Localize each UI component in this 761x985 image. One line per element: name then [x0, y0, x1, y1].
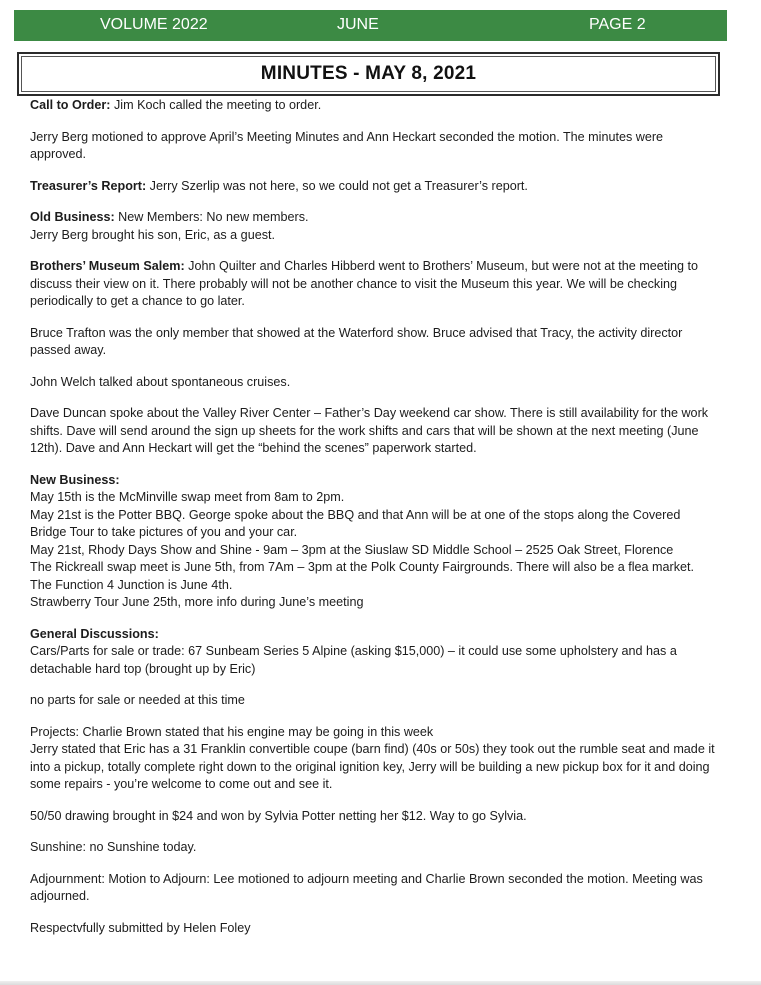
brothers-museum-text: John Quilter and Charles Hibberd went to Brothers’ Museum, but were not at the meeting to discuss their view on it. There probably will not be another chance to visit the Museum this year. We will be checking periodically to get a chance to go later.	[30, 259, 699, 308]
waterford-paragraph: Bruce Trafton was the only member that showed at the Waterford show. Bruce advised that Tracy, the activity director passed away.	[30, 325, 683, 357]
month-label: JUNE	[337, 16, 379, 33]
new-business-item: Strawberry Tour June 25th, more info during June’s meeting	[30, 595, 364, 609]
new-business-item: May 21st is the Potter BBQ. George spoke about the BBQ and that Ann will be at one of the stops along the Covered Bridge Tour to take pictures of you and your car.	[30, 507, 681, 539]
treasurer-label: Treasurer’s Report:	[30, 178, 147, 193]
old-business-guest: Jerry Berg brought his son, Eric, as a guest.	[30, 227, 275, 242]
call-to-order-paragraph	[30, 97, 720, 115]
new-business-item: The Rickreall swap meet is June 5th, from 7Am – 3pm at the Polk County Fairgrounds. There will also be a flea market.	[30, 560, 695, 574]
old-business-label: Old Business:	[30, 210, 115, 224]
title-box	[17, 52, 720, 96]
approval-paragraph: Jerry Berg motioned to approve April’s Meeting Minutes and Ann Heckart seconded the motion. The minutes were approved.	[30, 129, 664, 161]
call-to-order-label: Call to Order:	[30, 98, 111, 112]
page-number: PAGE 2	[589, 16, 646, 33]
brothers-museum-paragraph	[30, 258, 720, 311]
old-business-text: New Members: No new members.	[114, 210, 309, 224]
cars-parts-text: Cars/Parts for sale or trade: 67 Sunbeam Series 5 Alpine (asking $15,000) – it could use some upholstery and has a detachable hard top (brought up by Eric)	[30, 644, 677, 676]
valley-river-paragraph: Dave Duncan spoke about the Valley River Center – Father’s Day weekend car show. There is still availability for the work shifts. Dave will send around the sign up sheets for the work shifts and cars that will be shown at the next meeting (June 12th). Dave and Ann Heckart will get the “behind the scenes” paperwork started.	[30, 406, 709, 455]
new-business-item: May 15th is the McMinville swap meet from 8am to 2pm.	[30, 490, 345, 504]
old-business-paragraph	[30, 209, 720, 244]
newsletter-header-bar	[14, 10, 727, 41]
sunshine-paragraph: Sunshine: no Sunshine today.	[30, 840, 197, 854]
call-to-order-text: Jim Koch called the meeting to order.	[110, 98, 322, 112]
treasurer-paragraph	[30, 178, 720, 196]
general-discussions-section	[30, 626, 720, 679]
signature-line: Respectvfully submitted by Helen Foley	[30, 920, 251, 935]
title-inner-border	[21, 56, 716, 92]
new-business-label: New Business:	[30, 472, 120, 487]
no-parts-paragraph: no parts for sale or needed at this time	[30, 693, 245, 707]
new-business-item: May 21st, Rhody Days Show and Shine - 9am – 3pm at the Siuslaw SD Middle School – 2525 Oak Street, Florence	[30, 542, 674, 557]
new-business-section	[30, 472, 720, 612]
page-title: MINUTES - MAY 8, 2021	[260, 63, 477, 84]
projects-line-1: Projects: Charlie Brown stated that his engine may be going in this week	[30, 724, 434, 739]
general-discussions-label: General Discussions:	[30, 626, 159, 641]
page-bottom-edge	[0, 981, 761, 985]
projects-line-2: Jerry stated that Eric has a 31 Franklin convertible coupe (barn find) (40s or 50s) they took out the rumble seat and made it into a pickup, totally complete right down to the original ignition key, Jerry will be building a new pickup box for it and doing some repairs - you’re welcome to come out and see it.	[30, 742, 715, 791]
minutes-body	[30, 97, 720, 951]
drawing-paragraph: 50/50 drawing brought in $24 and won by Sylvia Potter netting her $12. Way to go Sylvia.	[30, 808, 527, 823]
volume-label: VOLUME 2022	[100, 16, 208, 33]
new-business-item: The Function 4 Junction is June 4th.	[30, 577, 233, 592]
adjournment-paragraph: Adjournment: Motion to Adjourn: Lee motioned to adjourn meeting and Charlie Brown seconded the motion. Meeting was adjourned.	[30, 871, 703, 903]
projects-paragraph	[30, 724, 720, 794]
cruises-paragraph: John Welch talked about spontaneous cruises.	[30, 374, 291, 389]
treasurer-text: Jerry Szerlip was not here, so we could not get a Treasurer’s report.	[146, 178, 528, 193]
brothers-museum-label: Brothers’ Museum Salem:	[30, 259, 185, 273]
